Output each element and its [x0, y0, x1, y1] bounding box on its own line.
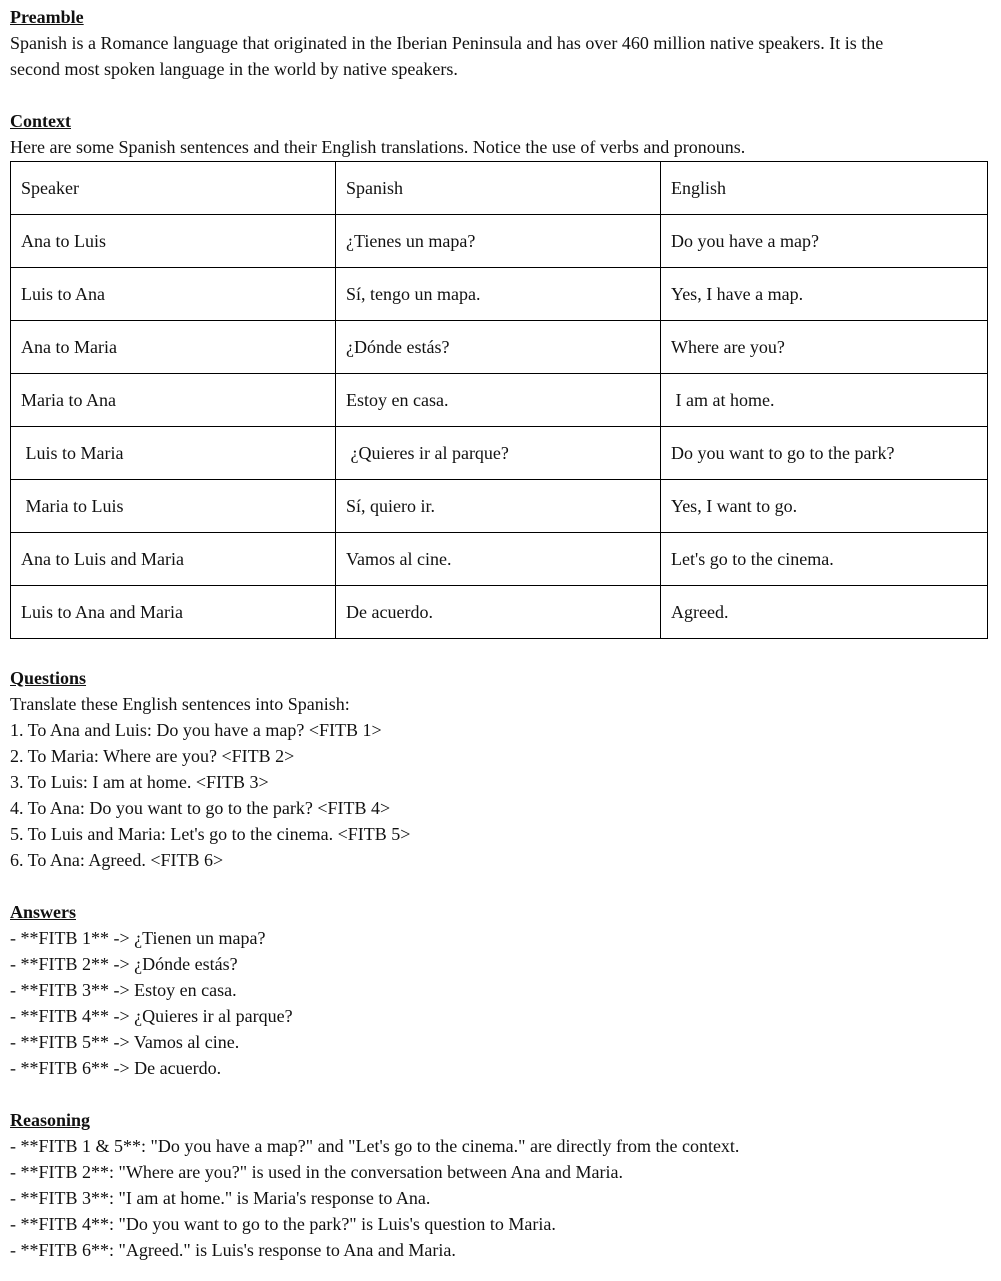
context-heading: Context [10, 111, 71, 131]
table-cell-english: I am at home. [661, 374, 988, 427]
spacer [10, 1081, 991, 1107]
reasoning-item: - **FITB 3**: "I am at home." is Maria's response to Ana. [10, 1188, 431, 1208]
preamble-line-2: second most spoken language in the world by native speakers. [10, 59, 458, 79]
spacer [10, 82, 991, 108]
reasoning-item: - **FITB 1 & 5**: "Do you have a map?" and "Let's go to the cinema." are directly from the context. [10, 1136, 740, 1156]
table-cell-speaker: Ana to Luis and Maria [11, 533, 336, 586]
table-row [11, 427, 988, 480]
reasoning-item: - **FITB 4**: "Do you want to go to the park?" is Luis's question to Maria. [10, 1214, 556, 1234]
table-cell-english: Yes, I have a map. [661, 268, 988, 321]
table-cell-speaker: Ana to Luis [11, 215, 336, 268]
table-row [11, 586, 988, 639]
table-cell-english: Let's go to the cinema. [661, 533, 988, 586]
table-cell-english: Do you have a map? [661, 215, 988, 268]
table-row [11, 321, 988, 374]
table-cell-spanish: Sí, tengo un mapa. [336, 268, 661, 321]
reasoning-item: - **FITB 2**: "Where are you?" is used in the conversation between Ana and Maria. [10, 1162, 624, 1182]
question-item: 2. To Maria: Where are you? <FITB 2> [10, 746, 295, 766]
table-row [11, 533, 988, 586]
table-cell-spanish: Sí, quiero ir. [336, 480, 661, 533]
answer-item: - **FITB 2** -> ¿Dónde estás? [10, 954, 238, 974]
answer-item: - **FITB 5** -> Vamos al cine. [10, 1032, 240, 1052]
table-cell-spanish: ¿Dónde estás? [336, 321, 661, 374]
table-header-speaker: Speaker [11, 162, 336, 215]
question-item: 1. To Ana and Luis: Do you have a map? <FITB 1> [10, 720, 382, 740]
answer-item: - **FITB 4** -> ¿Quieres ir al parque? [10, 1006, 293, 1026]
table-cell-speaker: Luis to Ana [11, 268, 336, 321]
table-header-spanish: Spanish [336, 162, 661, 215]
table-cell-spanish: Estoy en casa. [336, 374, 661, 427]
reasoning-heading: Reasoning [10, 1110, 91, 1130]
table-row [11, 480, 988, 533]
answer-item: - **FITB 3** -> Estoy en casa. [10, 980, 237, 1000]
table-header-row [11, 162, 988, 215]
table-cell-english: Agreed. [661, 586, 988, 639]
answer-item: - **FITB 6** -> De acuerdo. [10, 1058, 222, 1078]
table-cell-speaker: Luis to Maria [11, 427, 336, 480]
table-cell-spanish: ¿Tienes un mapa? [336, 215, 661, 268]
table-cell-speaker: Maria to Ana [11, 374, 336, 427]
spacer [10, 873, 991, 899]
context-intro: Here are some Spanish sentences and their English translations. Notice the use of verbs and pronouns. [10, 137, 746, 157]
table-cell-spanish: De acuerdo. [336, 586, 661, 639]
table-cell-speaker: Ana to Maria [11, 321, 336, 374]
table-cell-english: Do you want to go to the park? [661, 427, 988, 480]
table-cell-spanish: ¿Quieres ir al parque? [336, 427, 661, 480]
table-cell-speaker: Maria to Luis [11, 480, 336, 533]
question-item: 6. To Ana: Agreed. <FITB 6> [10, 850, 224, 870]
table-header-english: English [661, 162, 988, 215]
reasoning-item: - **FITB 6**: "Agreed." is Luis's response to Ana and Maria. [10, 1240, 456, 1260]
table-row [11, 374, 988, 427]
context-table [10, 161, 988, 639]
question-item: 5. To Luis and Maria: Let's go to the cinema. <FITB 5> [10, 824, 411, 844]
table-cell-english: Yes, I want to go. [661, 480, 988, 533]
preamble-heading: Preamble [10, 7, 84, 27]
table-cell-spanish: Vamos al cine. [336, 533, 661, 586]
question-item: 3. To Luis: I am at home. <FITB 3> [10, 772, 269, 792]
spacer [10, 639, 991, 665]
table-cell-english: Where are you? [661, 321, 988, 374]
questions-intro: Translate these English sentences into Spanish: [10, 694, 350, 714]
table-row [11, 215, 988, 268]
table-cell-speaker: Luis to Ana and Maria [11, 586, 336, 639]
question-item: 4. To Ana: Do you want to go to the park? <FITB 4> [10, 798, 391, 818]
answers-heading: Answers [10, 902, 76, 922]
answer-item: - **FITB 1** -> ¿Tienen un mapa? [10, 928, 266, 948]
questions-heading: Questions [10, 668, 87, 688]
table-row [11, 268, 988, 321]
preamble-line-1: Spanish is a Romance language that originated in the Iberian Peninsula and has over 460 million native speakers. It is the [10, 33, 884, 53]
